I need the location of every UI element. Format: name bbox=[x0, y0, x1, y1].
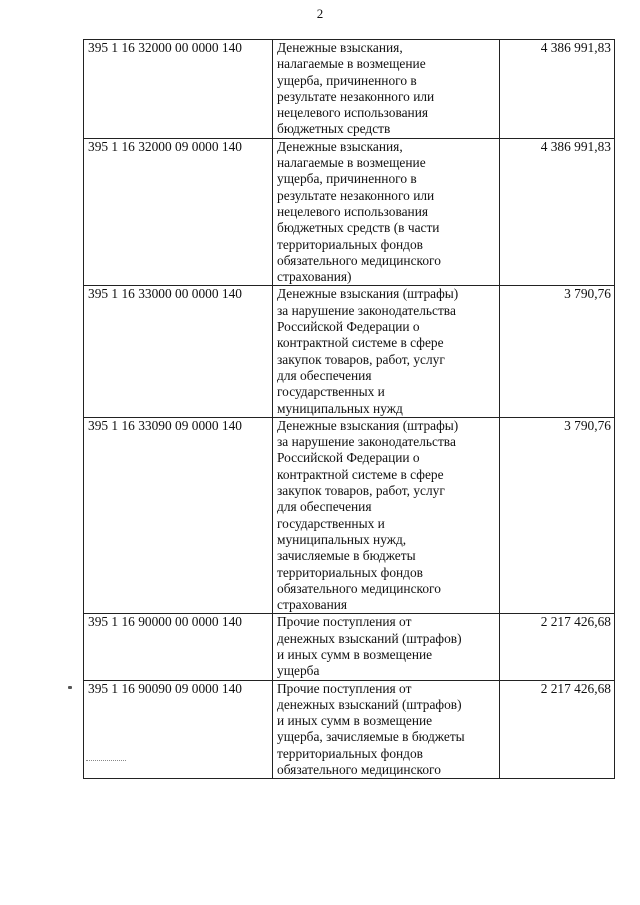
description-line: Денежные взыскания, bbox=[277, 40, 403, 55]
page-number: 2 bbox=[316, 6, 324, 21]
description-line: для обеспечения bbox=[277, 499, 372, 515]
description-line: страхования bbox=[277, 597, 348, 613]
amount-cell: 3 790,76 bbox=[500, 286, 615, 417]
description-line: закупок товаров, работ, услуг bbox=[277, 351, 445, 367]
budget-code-cell: 395 1 16 90090 09 0000 140 bbox=[84, 680, 273, 779]
description-line: обязательного медицинского bbox=[277, 580, 441, 596]
table-row bbox=[84, 614, 615, 680]
description-line: бюджетных средств (в части bbox=[277, 220, 440, 236]
table-row bbox=[84, 680, 615, 779]
amount-cell: 3 790,76 bbox=[500, 417, 615, 614]
description-line: страхования) bbox=[277, 269, 352, 285]
table-row bbox=[84, 138, 615, 286]
amount-cell: 4 386 991,83 bbox=[500, 40, 615, 139]
scan-mark bbox=[68, 686, 72, 689]
description-line: результате незаконного или bbox=[277, 88, 435, 104]
description-line: для обеспечения bbox=[277, 367, 372, 383]
description-line: государственных и bbox=[277, 384, 385, 400]
description-line: денежных взысканий (штрафов) bbox=[277, 630, 462, 646]
budget-code-cell: 395 1 16 32000 00 0000 140 bbox=[84, 40, 273, 139]
description-line: территориальных фондов bbox=[277, 236, 424, 252]
amount-cell: 2 217 426,68 bbox=[500, 614, 615, 680]
table-row bbox=[84, 40, 615, 139]
description-line: ущерба, зачисляемые в бюджеты bbox=[277, 729, 465, 745]
description-line: Российской Федерации о bbox=[277, 450, 420, 466]
description-cell bbox=[273, 138, 500, 286]
table-body bbox=[84, 40, 615, 779]
description-line: Денежные взыскания, bbox=[277, 138, 403, 154]
description-line: зачисляемые в бюджеты bbox=[277, 548, 416, 564]
description-line: контрактной системе в сфере bbox=[277, 335, 444, 351]
description-line: контрактной системе в сфере bbox=[277, 466, 444, 482]
description-line: Прочие поступления от bbox=[277, 680, 412, 696]
description-line: территориальных фондов bbox=[277, 564, 424, 580]
description-line: Прочие поступления от bbox=[277, 614, 412, 630]
description-line: закупок товаров, работ, услуг bbox=[277, 483, 445, 499]
description-line: результате незаконного или bbox=[277, 187, 435, 203]
amount-cell: 2 217 426,68 bbox=[500, 680, 615, 779]
description-line: нецелевого использования bbox=[277, 105, 429, 121]
description-cell bbox=[273, 417, 500, 614]
description-line: Денежные взыскания (штрафы) bbox=[277, 417, 459, 433]
description-line: Денежные взыскания (штрафы) bbox=[277, 286, 459, 302]
budget-code-cell: 395 1 16 33090 09 0000 140 bbox=[84, 417, 273, 614]
description-line: ущерба, причиненного в bbox=[277, 72, 417, 88]
description-line: за нарушение законодательства bbox=[277, 434, 456, 450]
description-line: ущерба, причиненного в bbox=[277, 171, 417, 187]
description-line: и иных сумм в возмещение bbox=[277, 713, 433, 729]
description-line: налагаемые в возмещение bbox=[277, 56, 426, 72]
description-line: налагаемые в возмещение bbox=[277, 155, 426, 171]
description-cell bbox=[273, 614, 500, 680]
description-line: территориальных фондов bbox=[277, 745, 424, 761]
budget-code-cell: 395 1 16 32000 09 0000 140 bbox=[84, 138, 273, 286]
scan-artifact bbox=[86, 760, 126, 762]
description-line: за нарушение законодательства bbox=[277, 302, 456, 318]
budget-code-cell: 395 1 16 90000 00 0000 140 bbox=[84, 614, 273, 680]
description-line: государственных и bbox=[277, 515, 385, 531]
table-row bbox=[84, 417, 615, 614]
description-line: муниципальных нужд, bbox=[277, 531, 407, 547]
description-line: нецелевого использования bbox=[277, 203, 429, 219]
budget-revenue-table bbox=[83, 39, 615, 779]
description-line: Российской Федерации о bbox=[277, 319, 420, 335]
amount-cell: 4 386 991,83 bbox=[500, 138, 615, 286]
description-line: обязательного медицинского bbox=[277, 762, 441, 778]
description-line: бюджетных средств bbox=[277, 121, 391, 137]
table-row bbox=[84, 286, 615, 417]
description-cell bbox=[273, 680, 500, 779]
description-cell bbox=[273, 286, 500, 417]
budget-code-cell: 395 1 16 33000 00 0000 140 bbox=[84, 286, 273, 417]
description-cell bbox=[273, 40, 500, 139]
description-line: обязательного медицинского bbox=[277, 252, 441, 268]
description-line: муниципальных нужд bbox=[277, 400, 403, 416]
description-line: денежных взысканий (штрафов) bbox=[277, 696, 462, 712]
description-line: и иных сумм в возмещение bbox=[277, 646, 433, 662]
description-line: ущерба bbox=[277, 663, 320, 679]
